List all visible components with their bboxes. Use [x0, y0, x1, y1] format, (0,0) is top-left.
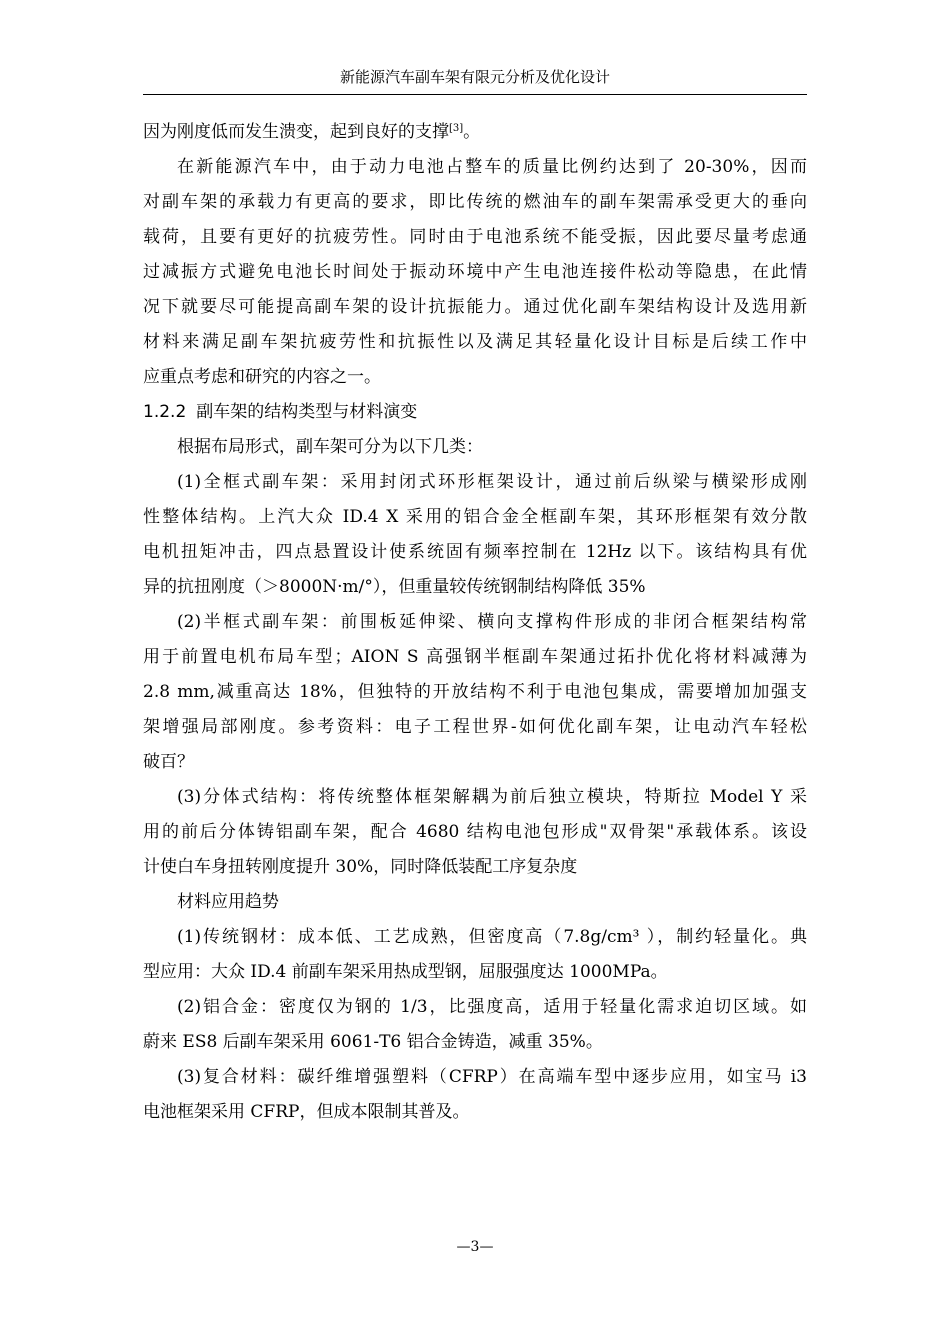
text-line: 用的前后分体铸铝副车架，配合 4680 结构电池包形成"双骨架"承载体系。该设 [143, 822, 807, 842]
text-line: 型应用：大众 ID.4 前副车架采用热成型钢，屈服强度达 1000MPa。 [143, 962, 668, 982]
text-line: (1)全框式副车架：采用封闭式环形框架设计，通过前后纵梁与横梁形成刚 [177, 472, 807, 492]
paragraph-half-frame [143, 605, 807, 780]
text-line: 应重点考虑和研究的内容之一。 [143, 367, 381, 387]
body-text [143, 115, 807, 1130]
text-line: 计使白车身扭转刚度提升 30%，同时降低装配工序复杂度 [143, 857, 578, 877]
section-heading [143, 395, 807, 430]
text-line: (2)半框式副车架：前围板延伸梁、横向支撑构件形成的非闭合框架结构常 [177, 612, 807, 632]
intro-line: 根据布局形式，副车架可分为以下几类： [177, 437, 483, 457]
citation-ref: [3] [449, 123, 464, 134]
continuation-text: 因为刚度低而发生溃变，起到良好的支撑 [143, 122, 449, 142]
paragraph-composite [143, 1060, 807, 1130]
text-line: 电池框架采用 CFRP，但成本限制其普及。 [143, 1102, 470, 1122]
text-line: (2)铝合金：密度仅为钢的 1/3，比强度高，适用于轻量化需求迫切区域。如 [177, 997, 807, 1017]
paragraph-battery-requirements [143, 150, 807, 395]
page-number: —3— [456, 1239, 494, 1255]
paragraph-steel [143, 920, 807, 990]
text-line: 在新能源汽车中，由于动力电池占整车的质量比例约达到了 20-30%，因而 [177, 157, 807, 177]
text-line: 过减振方式避免电池长时间处于振动环境中产生电池连接件松动等隐患，在此情 [143, 262, 807, 282]
paragraph-split-structure [143, 780, 807, 885]
text-line: 电机扭矩冲击，四点悬置设计使系统固有频率控制在 12Hz 以下。该结构具有优 [143, 542, 807, 562]
continuation-end: 。 [463, 122, 481, 142]
text-line: (3)分体式结构：将传统整体框架解耦为前后独立模块，特斯拉 Model Y 采 [177, 787, 807, 807]
header-title: 新能源汽车副车架有限元分析及优化设计 [339, 68, 610, 86]
text-line: 性整体结构。上汽大众 ID.4 X 采用的铝合金全框副车架，其环形框架有效分散 [143, 507, 807, 527]
text-line: 况下就要尽可能提高副车架的设计抗振能力。通过优化副车架结构设计及选用新 [143, 297, 807, 317]
text-line: 蔚来 ES8 后副车架采用 6061-T6 铝合金铸造，减重 35%。 [143, 1032, 603, 1052]
text-line: 架增强局部刚度。参考资料：电子工程世界-如何优化副车架，让电动汽车轻松 [143, 717, 807, 737]
section-title: 副车架的结构类型与材料演变 [196, 402, 418, 422]
text-line: 2.8 mm,减重高达 18%，但独特的开放结构不利于电池包集成，需要增加加强支 [143, 682, 807, 702]
text-line: (3)复合材料：碳纤维增强塑料（CFRP）在高端车型中逐步应用，如宝马 i3 [177, 1067, 807, 1087]
paragraph-full-frame [143, 465, 807, 605]
text-line: 异的抗扭刚度（＞8000N·m/°），但重量较传统钢制结构降低 35% [143, 577, 646, 597]
paragraph-aluminum [143, 990, 807, 1060]
page-header [143, 64, 807, 95]
text-line: 对副车架的承载力有更高的要求，即比传统的燃油车的副车架需承受更大的垂向 [143, 192, 807, 212]
text-line: 材料来满足副车架抗疲劳性和抗振性以及满足其轻量化设计目标是后续工作中 [143, 332, 807, 352]
text-line: 载荷，且要有更好的抗疲劳性。同时由于电池系统不能受振，因此要尽量考虑通 [143, 227, 807, 247]
section-number: 1.2.2 [143, 402, 187, 422]
text-line: (1)传统钢材：成本低、工艺成熟，但密度高（7.8g/cm³ ），制约轻量化。典 [177, 927, 807, 947]
paragraph-continuation [143, 115, 807, 150]
text-line: 破百？ [143, 752, 194, 772]
materials-heading: 材料应用趋势 [177, 892, 279, 912]
text-line: 用于前置电机布局车型；AION S 高强钢半框副车架通过拓扑优化将材料减薄为 [143, 647, 807, 667]
page-footer [0, 1237, 950, 1257]
